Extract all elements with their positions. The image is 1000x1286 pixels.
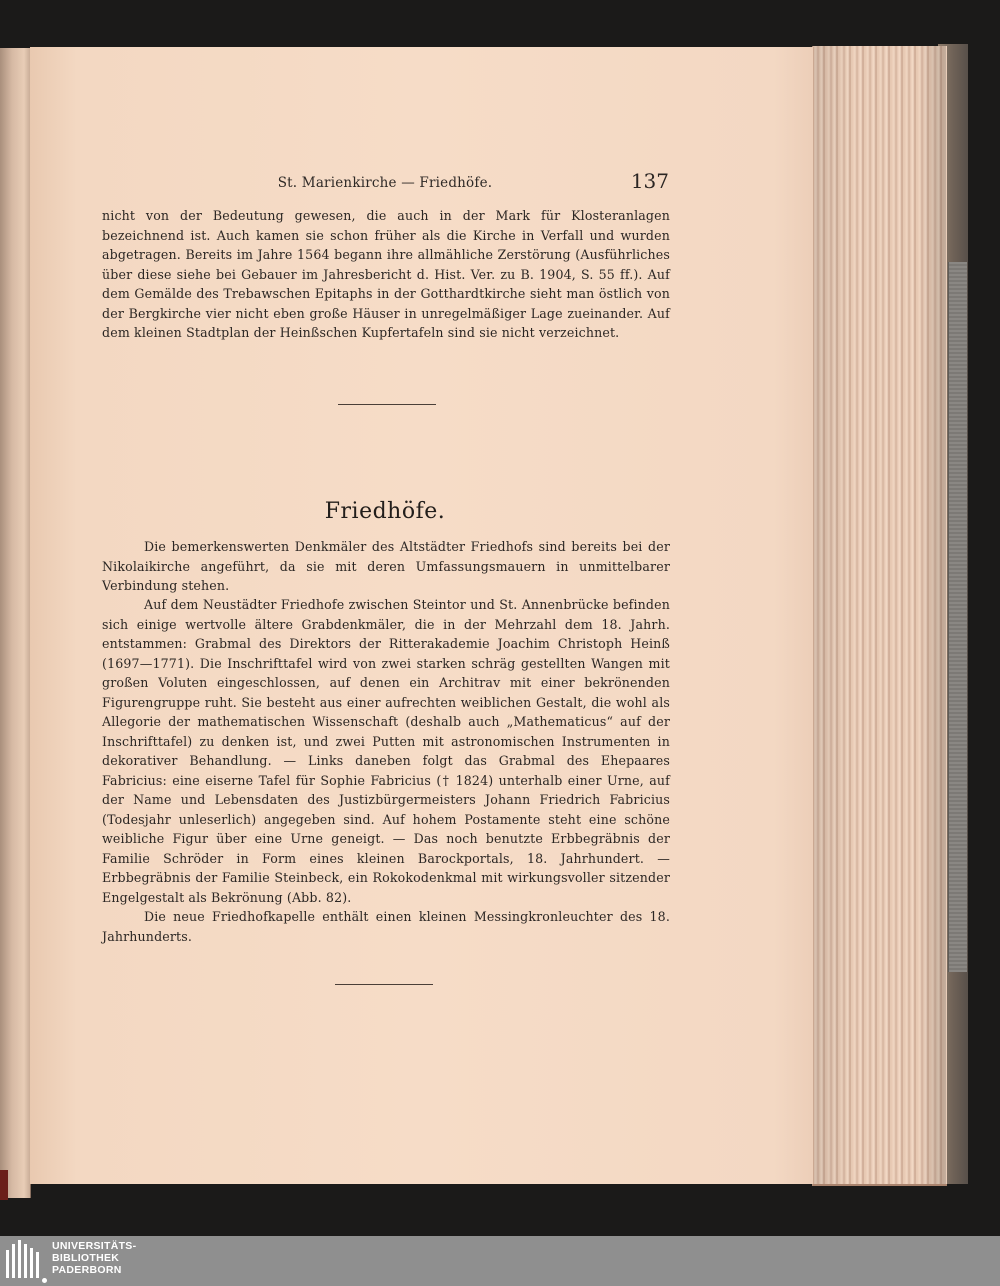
book-page [30,47,814,1184]
library-name-line-2: BIBLIOTHEK [52,1252,120,1264]
section-heading: Friedhöfe. [324,499,446,524]
cover-cloth-spine [948,262,967,972]
library-name-line-3: PADERBORN [52,1264,122,1276]
library-footer-bar [0,1236,1000,1286]
page-number: 137 [630,169,669,193]
left-facing-page [0,48,31,1198]
paragraph-neustaedter-friedhof: Auf dem Neustädter Friedhofe zwischen Steintor und St. Annenbrücke befinden sich einige wertvolle ältere Grabdenkmäler, die in der Mehrzahl dem 18. Jahrh. entstammen: Grabmal des Direktors der Ritterakademie Joachim Christoph Heinß (1697—1771). Die Inschrifttafel wird von zwei starken schräg gestellten Wangen mit großen Voluten eingeschlossen, auf denen ein Architrav mit einer bekrönenden Figurengruppe ruht. Sie besteht aus einer aufrechten weiblichen Gestalt, die wohl als Allegorie der mathematischen Wissenschaft (deshalb auch „Mathematicus“ auf der Inschrifttafel) zu denken ist, und zwei Putten mit astronomischen Instrumenten in dekorativer Behandlung. — Links daneben folgt das Grabmal des Ehepaares Fabricius: eine eiserne Tafel für Sophie Fabricius († 1824) unterhalb einer Urne, auf der Name und Lebensdaten des Justizbürgermeisters Johann Friedrich Fabricius (Todesjahr unleserlich) angegeben sind. Auf hohem Postamente steht eine schöne weibliche Figur über eine Urne geneigt. — Das noch benutzte Erbbegräbnis der Familie Schröder in Form eines kleinen Barockportals, 18. Jahrhundert. — Erbbegräbnis der Familie Steinbeck, ein Rokokodenkmal mit wirkungsvoller sitzender Engelgestalt als Bekrönung (Abb. 82). [102,597,670,905]
library-name-line-1: UNIVERSITÄTS- [52,1240,137,1252]
left-page-bookmark [0,1170,8,1200]
running-head: St. Marienkirche — Friedhöfe. [277,175,493,191]
section-divider-top [338,404,436,405]
section-divider-bottom [335,984,433,985]
page-stack-shadow [812,46,946,1184]
library-name [52,1240,136,1276]
paragraph-monastery: nicht von der Bedeutung gewesen, die auch in der Mark für Klosteranlagen bezeichnend ist. Auch kamen sie schon früher als die Kirche in Verfall und wurden abgetragen. Bereits im Jahre 1564 begann ihre allmähliche Zerstörung (Ausführliches über diese siehe bei Gebauer im Jahresbericht d. Hist. Ver. zu B. 1904, S. 55 ff.). Auf dem Gemälde des Trebawschen Epitaphs in der Gotthardtkirche sieht man östlich von der Bergkirche vier nicht eben große Häuser in unregelmäßiger Lage zueinander. Auf dem kleinen Stadtplan der Heinßschen Kupfertafeln sind sie nicht verzeichnet. [102,208,670,340]
library-barcode-logo-icon [6,1240,46,1282]
paragraph-friedhofkapelle: Die neue Friedhofkapelle enthält einen kleinen Messingkronleuchter des 18. Jahrhunderts. [102,909,670,944]
paragraph-altstaedter-friedhof: Die bemerkenswerten Denkmäler des Altstädter Friedhofs sind bereits bei der Nikolaikirche angeführt, da sie mit deren Umfassungsmauern in unmittelbarer Verbindung stehen. [102,539,670,593]
